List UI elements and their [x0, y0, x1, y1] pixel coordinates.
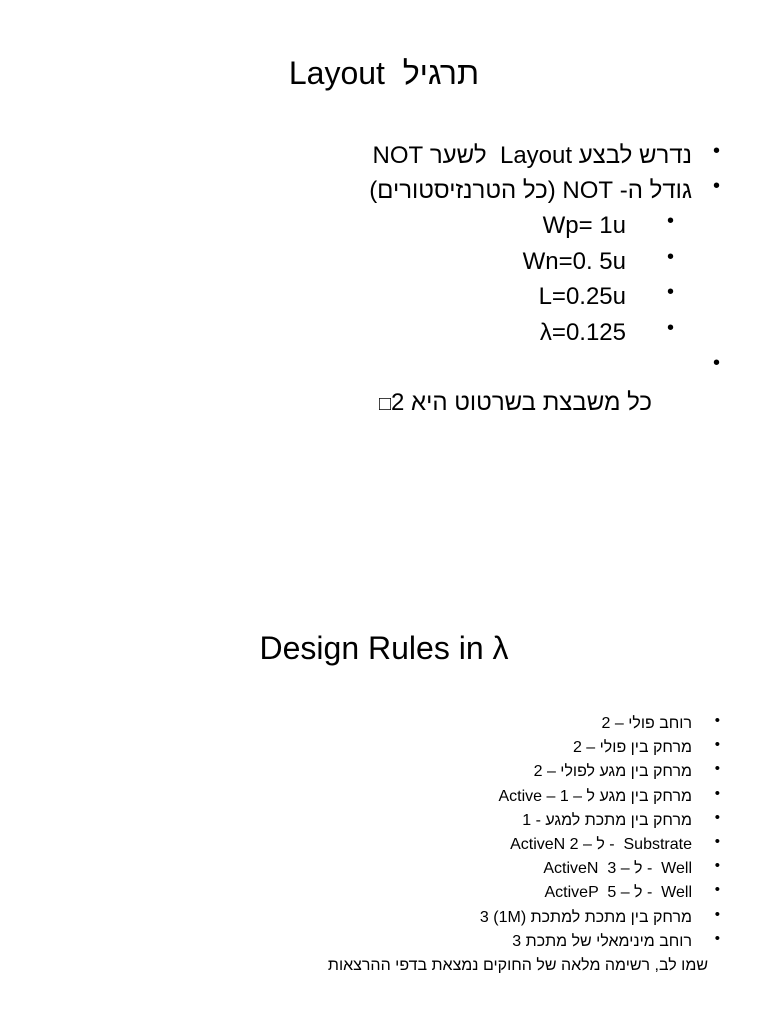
slide1-bullet-item [300, 350, 720, 416]
bullet-text: Wn=0. 5u [522, 248, 626, 275]
rule-text: מרחק בין מתכת למגע - 1 [522, 811, 692, 829]
bullet-dot: • [714, 736, 720, 754]
rule-text: מרחק בין פולי – 2 [572, 739, 692, 757]
bullet-dot: • [712, 140, 720, 162]
rule-item [300, 785, 720, 809]
bullet-text [379, 350, 692, 457]
bullet-text: נדרש לבצע Layout לשער NOT [372, 142, 692, 169]
bullet-dot: • [666, 281, 674, 303]
rule-item [300, 712, 720, 736]
rule-text: ActiveP ל – 5 - Well [544, 884, 692, 902]
rule-item [300, 930, 720, 954]
bullet-dot: • [714, 929, 720, 947]
bullet-dot: • [666, 210, 674, 232]
bullet-dot: • [714, 881, 720, 899]
bullet-dot: • [714, 833, 720, 850]
bullet-dot: • [666, 317, 674, 339]
rule-text: רוחב פולי – 2 [601, 715, 692, 732]
bullet-dot: • [714, 857, 720, 875]
bullet-text-main: כל משבצת בשרטוט היא 2 [391, 389, 652, 416]
rule-text: מרחק בין מגע ל – 1 – Active [498, 787, 692, 805]
rule-item [300, 857, 720, 881]
bullet-dot: • [712, 175, 720, 197]
bullet-text: גודל ה- NOT (כל הטרנזיסטורים) [369, 177, 692, 204]
rule-item [300, 833, 720, 857]
slide2-title: Design Rules in λ [259, 630, 509, 666]
square-glyph: □ [378, 393, 392, 415]
bullet-text: Wp= 1u [542, 212, 626, 239]
rule-item [300, 736, 720, 760]
slide1-subbullet-item [300, 208, 674, 244]
bullet-dot: • [714, 808, 720, 826]
bullet-dot: • [712, 352, 720, 374]
rule-text: מרחק בין מתכת למתכת (1M) 3 [479, 908, 692, 926]
rules-note: שמו לב, רשימה מלאה של החוקים נמצאת בדפי ההרצאות [327, 957, 708, 974]
slide1-bullet-item [300, 138, 720, 174]
slide1-subbullet-item [300, 279, 674, 315]
rule-item [300, 881, 720, 905]
rule-item [300, 760, 720, 784]
rule-item [300, 906, 720, 930]
slide1-subbullet-item [300, 244, 674, 280]
bullet-text: λ=0.125 [539, 319, 626, 346]
bullet-text: L=0.25u [538, 283, 626, 310]
slide1-bullet-item [300, 173, 720, 209]
bullet-dot: • [714, 784, 720, 802]
rule-text: מרחק בין מגע לפולי – 2 [533, 763, 692, 781]
bullet-dot: • [714, 712, 720, 729]
slide1-title: Layout תרגיל [288, 55, 480, 91]
bullet-dot: • [714, 905, 720, 923]
bullet-dot: • [714, 760, 720, 778]
rule-text: ActiveN ל – 2 - Substrate [510, 836, 692, 853]
rule-item [300, 809, 720, 833]
slide1-subbullet-item [300, 315, 674, 351]
rule-text: ActiveN ל – 3 - Well [543, 860, 692, 878]
bullet-dot: • [666, 246, 674, 268]
rule-text: רוחב מינימאלי של מתכת 3 [512, 932, 692, 950]
